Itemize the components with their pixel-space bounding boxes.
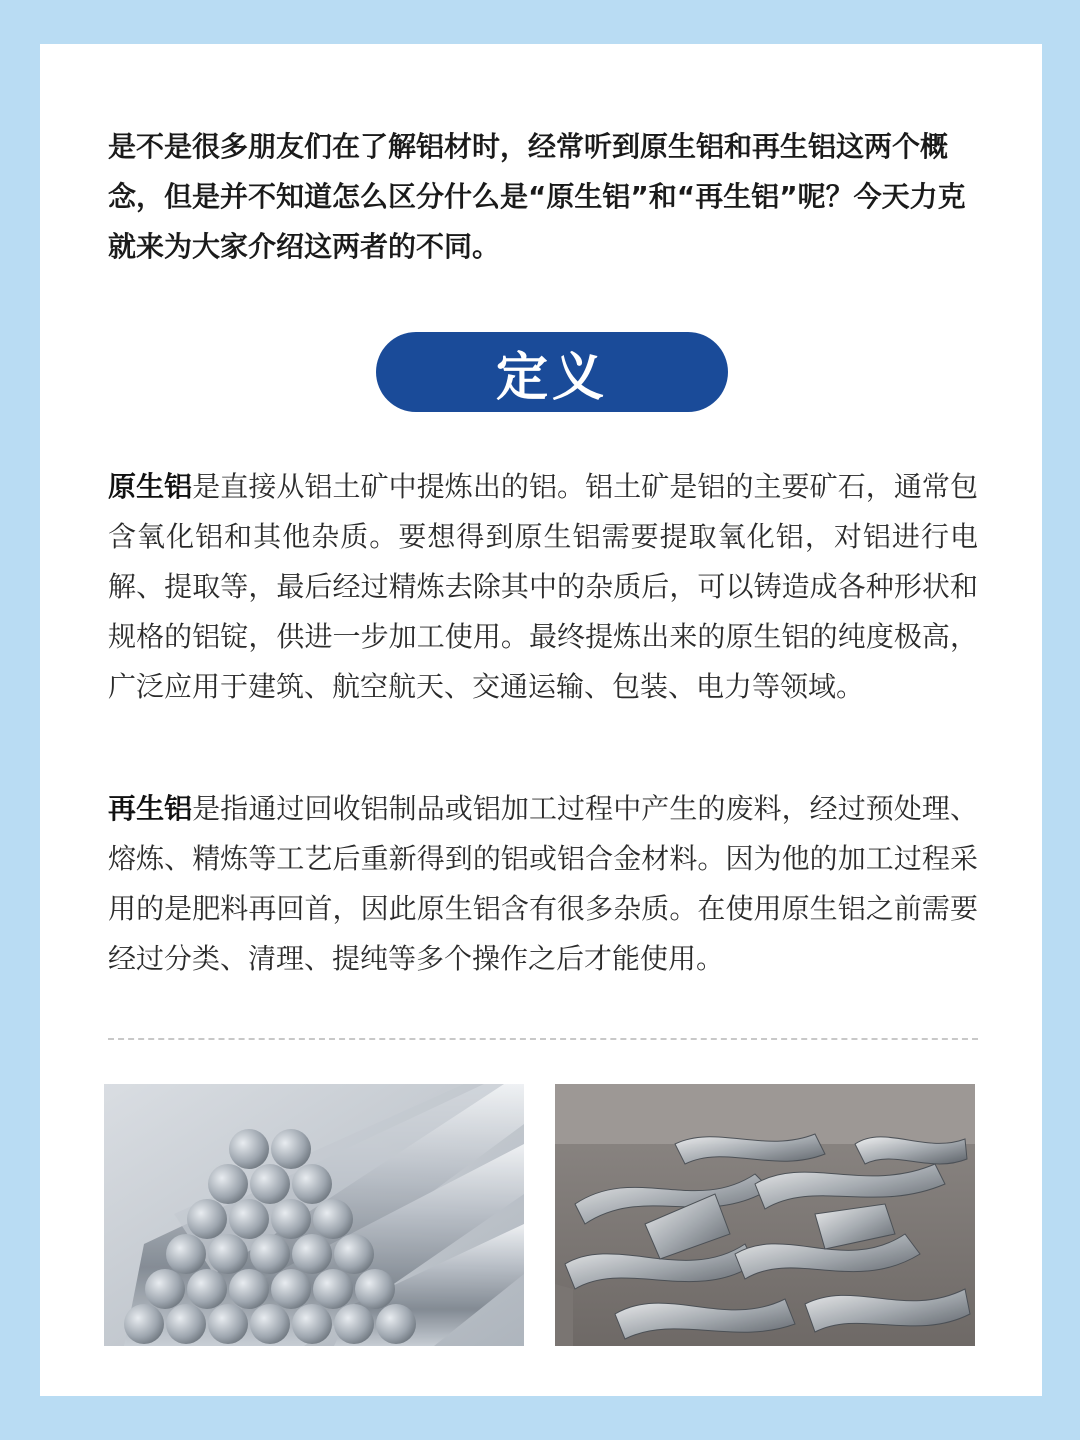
- aluminum-scrap-photo: [555, 1084, 975, 1346]
- section-heading: 定义: [495, 347, 608, 408]
- aluminum-rods-photo: [104, 1084, 524, 1346]
- recycled-aluminum-text: 是指通过回收铝制品或铝加工过程中产生的废料，经过预处理、熔炼、精炼等工艺后重新得到的铝或铝合金材料。因为他的加工过程采用的是肥料再回首，因此原生铝含有很多杂质。在使用原生铝之前需要经过分类、清理、提纯等多个操作之后才能使用。: [108, 792, 978, 975]
- recycled-aluminum-paragraph: [108, 784, 978, 984]
- primary-aluminum-text: 是直接从铝土矿中提炼出的铝。铝土矿是铝的主要矿石，通常包含氧化铝和其他杂质。要想得到原生铝需要提取氧化铝，对铝进行电解、提取等，最后经过精炼去除其中的杂质后，可以铸造成各种形状和规格的铝锭，供进一步加工使用。最终提炼出来的原生铝的纯度极高，广泛应用于建筑、航空航天、交通运输、包装、电力等领域。: [108, 470, 978, 703]
- dashed-divider: [108, 1038, 978, 1040]
- recycled-aluminum-term: 再生铝: [108, 792, 193, 825]
- content-card: [40, 44, 1042, 1396]
- primary-aluminum-paragraph: [108, 462, 978, 712]
- intro-paragraph: 是不是很多朋友们在了解铝材时，经常听到原生铝和再生铝这两个概念，但是并不知道怎么区分什么是“原生铝”和“再生铝”呢？今天力克就来为大家介绍这两者的不同。: [108, 130, 966, 263]
- section-heading-pill: [376, 332, 728, 412]
- primary-aluminum-term: 原生铝: [108, 470, 193, 503]
